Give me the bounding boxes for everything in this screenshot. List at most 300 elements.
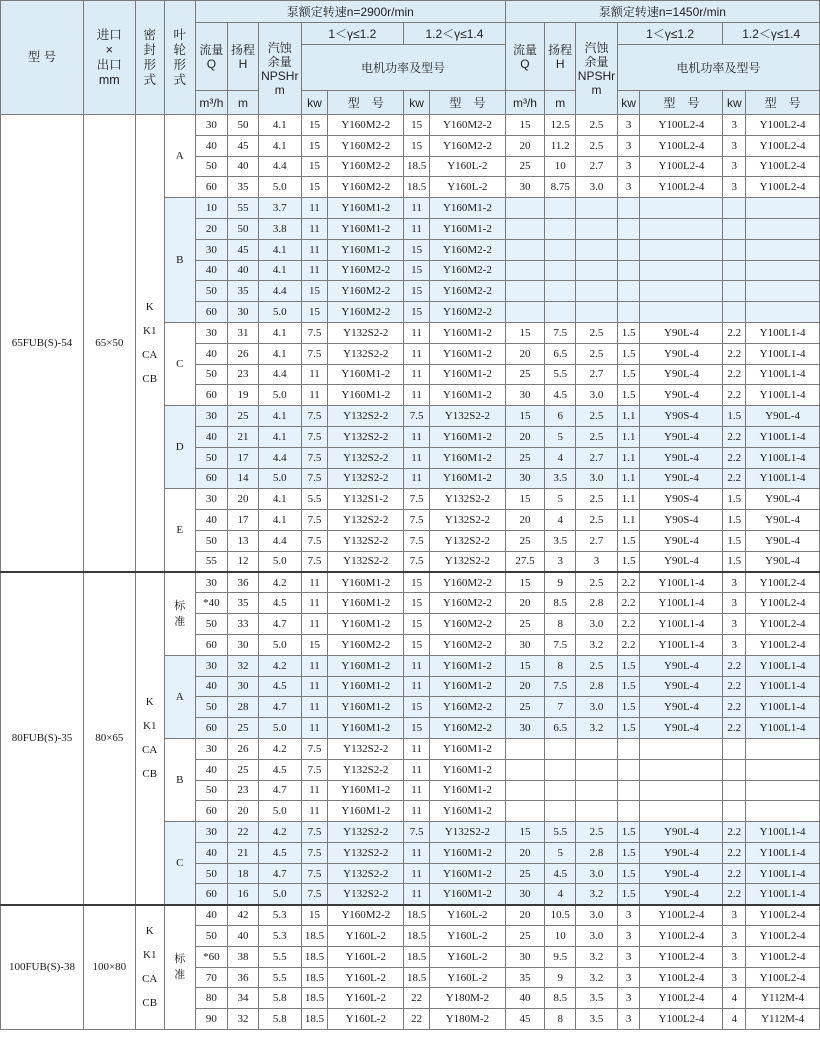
table-cell: 21 — [227, 426, 258, 447]
table-cell: 2.5 — [576, 489, 617, 510]
table-cell — [505, 759, 544, 780]
table-cell: 3.2 — [576, 967, 617, 988]
table-cell: 40 — [195, 260, 227, 281]
table-cell — [723, 302, 746, 323]
header-flow: 流量 Q — [195, 23, 227, 91]
table-cell: 40 — [195, 426, 227, 447]
table-cell: 3 — [617, 905, 640, 926]
table-cell: 4.7 — [259, 697, 301, 718]
table-cell: 18.5 — [301, 1009, 328, 1030]
table-cell: Y90L-4 — [746, 551, 820, 572]
table-cell — [640, 260, 723, 281]
table-cell: Y160L-2 — [328, 946, 404, 967]
table-cell: 3 — [723, 593, 746, 614]
table-cell: 34 — [227, 988, 258, 1009]
table-cell: 18.5 — [404, 926, 430, 947]
table-cell: 4 — [723, 1009, 746, 1030]
table-cell: 50 — [195, 863, 227, 884]
table-cell: 11 — [404, 842, 430, 863]
table-cell: 4 — [545, 510, 576, 531]
table-cell: 1.5 — [723, 510, 746, 531]
table-cell: Y160M1-2 — [328, 218, 404, 239]
table-cell: Y112M-4 — [746, 988, 820, 1009]
table-cell: 7.5 — [301, 426, 328, 447]
header-kw: kw — [301, 91, 328, 115]
table-cell: 7.5 — [404, 406, 430, 427]
table-cell: 2.5 — [576, 135, 617, 156]
table-cell: 8.5 — [545, 988, 576, 1009]
header-speed-1450: 泵额定转速n=1450r/min — [505, 1, 819, 23]
table-cell: 30 — [195, 406, 227, 427]
table-cell: 60 — [195, 302, 227, 323]
table-cell: 2.2 — [617, 634, 640, 655]
seal-type: K — [145, 696, 154, 709]
table-cell: Y100L1-4 — [746, 863, 820, 884]
table-cell: 1.5 — [723, 489, 746, 510]
table-cell: 7.5 — [301, 322, 328, 343]
table-cell: 30 — [505, 946, 544, 967]
table-cell: 2.7 — [576, 364, 617, 385]
table-cell: 26 — [227, 343, 258, 364]
table-cell: Y90L-4 — [640, 364, 723, 385]
table-cell: 15 — [301, 281, 328, 302]
impeller-type: B — [164, 198, 195, 323]
table-cell: 4.7 — [259, 863, 301, 884]
table-cell: 4 — [545, 447, 576, 468]
table-cell: 8 — [545, 614, 576, 635]
impeller-type: C — [164, 322, 195, 405]
header-head-unit: m — [545, 91, 576, 115]
table-cell: 5.0 — [259, 884, 301, 905]
table-cell: 3.5 — [576, 988, 617, 1009]
table-cell: Y100L2-4 — [640, 946, 723, 967]
table-cell: 11 — [404, 759, 430, 780]
table-cell: Y132S2-2 — [328, 426, 404, 447]
table-cell: 1.5 — [723, 406, 746, 427]
table-cell: Y160M1-2 — [430, 385, 506, 406]
table-cell: Y90L-4 — [640, 676, 723, 697]
impeller-type: 标 准 — [164, 905, 195, 1030]
table-cell: 5 — [545, 842, 576, 863]
table-cell: 3.0 — [576, 614, 617, 635]
table-cell: 50 — [195, 530, 227, 551]
table-cell: 5.5 — [545, 822, 576, 843]
table-cell: 25 — [505, 364, 544, 385]
table-cell: 14 — [227, 468, 258, 489]
table-cell: 3.8 — [259, 218, 301, 239]
table-cell: 15 — [404, 634, 430, 655]
table-cell: 11 — [301, 780, 328, 801]
table-cell: Y160M2-2 — [328, 115, 404, 136]
table-cell: 30 — [195, 822, 227, 843]
table-cell: 2.5 — [576, 406, 617, 427]
table-cell: Y160M1-2 — [430, 426, 506, 447]
table-cell: 60 — [195, 884, 227, 905]
table-cell: 30 — [195, 738, 227, 759]
table-cell — [505, 198, 544, 219]
table-cell — [640, 239, 723, 260]
table-cell: 15 — [505, 406, 544, 427]
table-cell: 30 — [195, 572, 227, 593]
table-cell: 11 — [301, 198, 328, 219]
table-cell: Y160M2-2 — [328, 905, 404, 926]
table-cell: 40 — [195, 676, 227, 697]
table-cell: 11 — [301, 697, 328, 718]
table-cell: 3 — [617, 115, 640, 136]
table-cell: Y160M2-2 — [328, 177, 404, 198]
table-cell: Y100L2-4 — [746, 135, 820, 156]
table-cell: 36 — [227, 967, 258, 988]
table-cell: Y160M1-2 — [430, 738, 506, 759]
table-cell — [576, 218, 617, 239]
table-cell: 11 — [404, 884, 430, 905]
header-kw: kw — [723, 91, 746, 115]
table-cell: Y180M-2 — [430, 988, 506, 1009]
table-cell: Y160M1-2 — [430, 863, 506, 884]
table-cell: 25 — [505, 697, 544, 718]
table-cell: 4.5 — [259, 759, 301, 780]
table-cell: Y132S2-2 — [328, 510, 404, 531]
table-cell: Y132S2-2 — [328, 822, 404, 843]
header-impeller-type: 叶 轮 形 式 — [164, 1, 195, 115]
table-cell: 11 — [404, 863, 430, 884]
table-cell: Y90L-4 — [640, 822, 723, 843]
table-cell — [723, 260, 746, 281]
table-cell: Y132S1-2 — [328, 489, 404, 510]
table-cell: 3 — [723, 572, 746, 593]
table-cell: Y132S2-2 — [328, 842, 404, 863]
inlet-outlet-size: 80×65 — [83, 572, 135, 905]
table-cell: 22 — [227, 822, 258, 843]
table-cell: Y90L-4 — [640, 655, 723, 676]
table-cell: Y100L2-4 — [746, 156, 820, 177]
table-cell: 15 — [301, 905, 328, 926]
table-cell: 15 — [404, 593, 430, 614]
table-cell: 3 — [617, 967, 640, 988]
table-cell: 5.5 — [259, 946, 301, 967]
table-cell: 13 — [227, 530, 258, 551]
table-cell: 2.2 — [723, 426, 746, 447]
table-cell: 40 — [227, 260, 258, 281]
table-cell: 15 — [404, 572, 430, 593]
table-cell: 35 — [227, 593, 258, 614]
table-cell — [640, 218, 723, 239]
table-cell: Y160M2-2 — [430, 718, 506, 739]
table-cell: 2.5 — [576, 572, 617, 593]
table-cell: Y100L2-4 — [746, 177, 820, 198]
table-cell: 17 — [227, 510, 258, 531]
table-cell: 11 — [301, 801, 328, 822]
table-cell: 3.7 — [259, 198, 301, 219]
table-cell: 18.5 — [404, 946, 430, 967]
table-cell: 3.0 — [576, 468, 617, 489]
table-cell: Y100L2-4 — [640, 1009, 723, 1030]
table-cell: 9 — [545, 967, 576, 988]
table-cell: 9.5 — [545, 946, 576, 967]
table-cell: 3.0 — [576, 697, 617, 718]
table-cell: 4.5 — [545, 385, 576, 406]
table-cell: 30 — [195, 655, 227, 676]
table-cell: Y160M1-2 — [430, 218, 506, 239]
seal-types — [135, 572, 164, 905]
table-cell: 2.2 — [723, 863, 746, 884]
table-cell: 1.5 — [617, 385, 640, 406]
table-cell: Y160M1-2 — [430, 676, 506, 697]
table-cell: Y100L1-4 — [746, 884, 820, 905]
impeller-type: A — [164, 655, 195, 738]
table-cell — [640, 198, 723, 219]
table-cell: Y100L2-4 — [640, 988, 723, 1009]
table-cell: 30 — [505, 884, 544, 905]
table-cell: 4.1 — [259, 115, 301, 136]
table-cell: 2.2 — [723, 655, 746, 676]
table-cell: 4.5 — [259, 842, 301, 863]
table-cell: 36 — [227, 572, 258, 593]
table-cell: Y160M2-2 — [430, 593, 506, 614]
table-cell — [505, 302, 544, 323]
table-cell: 30 — [227, 676, 258, 697]
table-cell: 32 — [227, 1009, 258, 1030]
impeller-type: E — [164, 489, 195, 572]
table-cell: Y132S2-2 — [430, 489, 506, 510]
table-cell: 2.2 — [723, 697, 746, 718]
table-cell: 30 — [195, 489, 227, 510]
table-cell: 4.2 — [259, 822, 301, 843]
table-cell: Y160M2-2 — [430, 260, 506, 281]
table-cell: 3 — [723, 614, 746, 635]
table-cell: 3.2 — [576, 634, 617, 655]
table-cell: Y132S2-2 — [328, 468, 404, 489]
table-cell: Y100L2-4 — [746, 634, 820, 655]
table-cell: 1.5 — [617, 822, 640, 843]
table-cell — [545, 302, 576, 323]
table-cell: 1.5 — [617, 718, 640, 739]
table-cell — [617, 281, 640, 302]
table-cell: 35 — [227, 177, 258, 198]
table-cell: 4.5 — [259, 593, 301, 614]
table-cell: 15 — [301, 634, 328, 655]
table-cell: 3.0 — [576, 863, 617, 884]
table-cell — [723, 780, 746, 801]
table-cell: 1.5 — [617, 322, 640, 343]
table-cell: Y160L-2 — [430, 156, 506, 177]
table-cell: Y100L1-4 — [746, 655, 820, 676]
table-cell: 2.2 — [723, 884, 746, 905]
table-cell: 18.5 — [404, 905, 430, 926]
table-cell: Y132S2-2 — [430, 530, 506, 551]
table-cell: 55 — [227, 198, 258, 219]
table-cell: 21 — [227, 842, 258, 863]
table-cell: 7.5 — [301, 884, 328, 905]
table-cell: 10 — [545, 926, 576, 947]
table-cell: 40 — [227, 926, 258, 947]
table-cell: 33 — [227, 614, 258, 635]
table-cell — [746, 260, 820, 281]
table-cell: Y90L-4 — [640, 385, 723, 406]
table-cell: 5.5 — [301, 489, 328, 510]
table-cell: 7 — [545, 697, 576, 718]
table-cell: 1.1 — [617, 510, 640, 531]
table-cell — [617, 780, 640, 801]
header-npsh: 汽蚀 余量 NPSHr m — [259, 23, 301, 115]
table-cell: Y160M1-2 — [328, 593, 404, 614]
table-cell: Y160L-2 — [430, 926, 506, 947]
table-cell: 2.5 — [576, 115, 617, 136]
table-cell: 15 — [505, 655, 544, 676]
table-cell: 2.2 — [723, 447, 746, 468]
table-cell: Y160M1-2 — [328, 697, 404, 718]
table-cell: 3.0 — [576, 905, 617, 926]
table-cell: 45 — [227, 135, 258, 156]
table-cell: 11 — [404, 198, 430, 219]
table-cell: Y90L-4 — [640, 468, 723, 489]
table-cell: 1.5 — [617, 655, 640, 676]
seal-type: CB — [142, 373, 158, 386]
table-cell: 1.1 — [617, 406, 640, 427]
table-cell: 5.0 — [259, 801, 301, 822]
table-cell: 18.5 — [404, 967, 430, 988]
table-cell — [576, 780, 617, 801]
table-cell: 11 — [404, 738, 430, 759]
table-cell: 3 — [723, 135, 746, 156]
header-gamma-1: 1＜γ≤1.2 — [301, 23, 404, 45]
table-cell: 22 — [404, 988, 430, 1009]
table-cell: 60 — [195, 801, 227, 822]
table-cell — [545, 738, 576, 759]
table-cell: 2.5 — [576, 426, 617, 447]
table-cell: 7.5 — [301, 738, 328, 759]
table-cell: 7.5 — [301, 822, 328, 843]
table-cell: 20 — [505, 135, 544, 156]
table-cell: 18.5 — [301, 946, 328, 967]
table-cell: 70 — [195, 967, 227, 988]
table-cell: 15 — [505, 322, 544, 343]
header-motor: 电机功率及型号 — [301, 45, 505, 91]
table-cell: Y160M1-2 — [430, 884, 506, 905]
table-cell: Y160L-2 — [430, 967, 506, 988]
table-cell — [640, 801, 723, 822]
table-cell: 5 — [545, 489, 576, 510]
table-cell: Y112M-4 — [746, 1009, 820, 1030]
table-cell: Y100L2-4 — [746, 967, 820, 988]
table-cell: Y132S2-2 — [430, 406, 506, 427]
table-cell: Y100L1-4 — [746, 842, 820, 863]
table-cell: 4.4 — [259, 530, 301, 551]
table-cell: 3.2 — [576, 718, 617, 739]
table-cell: 15 — [301, 135, 328, 156]
table-cell: 8.75 — [545, 177, 576, 198]
table-cell: Y132S2-2 — [430, 822, 506, 843]
table-cell: 15 — [404, 302, 430, 323]
table-cell: 3 — [723, 905, 746, 926]
table-cell: 11 — [301, 676, 328, 697]
table-cell: 15 — [404, 697, 430, 718]
table-cell: 11 — [404, 676, 430, 697]
table-cell — [576, 759, 617, 780]
table-cell: 7.5 — [301, 447, 328, 468]
table-cell: 40 — [195, 510, 227, 531]
table-cell: Y160M1-2 — [430, 447, 506, 468]
table-cell: 1.5 — [617, 863, 640, 884]
table-cell: Y100L2-4 — [640, 967, 723, 988]
table-cell: Y100L2-4 — [746, 593, 820, 614]
table-cell: Y160M1-2 — [328, 801, 404, 822]
table-cell: 4.1 — [259, 260, 301, 281]
table-cell: 60 — [195, 177, 227, 198]
table-cell: Y90L-4 — [640, 530, 723, 551]
table-cell: 15 — [404, 718, 430, 739]
table-cell: Y160M1-2 — [430, 343, 506, 364]
table-cell: Y160M2-2 — [430, 697, 506, 718]
seal-types — [135, 115, 164, 573]
table-row — [1, 905, 820, 926]
table-cell: 40 — [195, 842, 227, 863]
table-cell: 4.7 — [259, 780, 301, 801]
table-cell: 7.5 — [545, 322, 576, 343]
table-cell: 30 — [505, 177, 544, 198]
table-cell: Y100L1-4 — [746, 697, 820, 718]
table-cell: 7.5 — [301, 468, 328, 489]
table-cell: 3.0 — [576, 177, 617, 198]
table-cell: Y90L-4 — [640, 322, 723, 343]
table-cell: 4.4 — [259, 364, 301, 385]
table-cell: 30 — [505, 718, 544, 739]
table-cell — [576, 801, 617, 822]
table-cell: 50 — [195, 447, 227, 468]
table-row — [1, 115, 820, 136]
table-cell: Y160L-2 — [328, 967, 404, 988]
table-cell: 2.2 — [723, 343, 746, 364]
table-cell: 18 — [227, 863, 258, 884]
table-cell: 2.2 — [723, 322, 746, 343]
table-cell: Y90L-4 — [640, 718, 723, 739]
table-cell — [576, 198, 617, 219]
table-cell: 3 — [723, 926, 746, 947]
table-cell: Y100L1-4 — [746, 364, 820, 385]
table-cell: 7.5 — [404, 530, 430, 551]
table-cell: 15 — [301, 177, 328, 198]
table-cell: 25 — [505, 614, 544, 635]
table-cell: 7.5 — [301, 551, 328, 572]
table-cell: 80 — [195, 988, 227, 1009]
table-cell: 11 — [301, 718, 328, 739]
table-cell: Y100L1-4 — [746, 822, 820, 843]
header-motor-1450: 电机功率及型号 — [617, 45, 819, 91]
header-gamma-2: 1.2＜γ≤1.4 — [404, 23, 506, 45]
table-cell: 3 — [617, 156, 640, 177]
table-cell: Y100L2-4 — [746, 572, 820, 593]
table-cell: 15 — [301, 156, 328, 177]
table-cell: 3 — [723, 634, 746, 655]
table-cell: 11 — [301, 593, 328, 614]
table-cell: 40 — [227, 156, 258, 177]
header-flow-unit: m³/h — [505, 91, 544, 115]
table-cell: 20 — [505, 510, 544, 531]
table-cell: Y90L-4 — [640, 447, 723, 468]
table-cell: 3 — [723, 946, 746, 967]
table-cell: 20 — [227, 801, 258, 822]
table-cell: Y100L1-4 — [640, 593, 723, 614]
table-cell: Y90L-4 — [746, 489, 820, 510]
table-cell: 5.0 — [259, 177, 301, 198]
table-cell: Y160M2-2 — [430, 115, 506, 136]
table-cell — [723, 198, 746, 219]
table-cell: *60 — [195, 946, 227, 967]
table-cell — [617, 738, 640, 759]
table-cell: 3 — [723, 967, 746, 988]
table-cell: Y90S-4 — [640, 406, 723, 427]
table-cell: 1.1 — [617, 489, 640, 510]
